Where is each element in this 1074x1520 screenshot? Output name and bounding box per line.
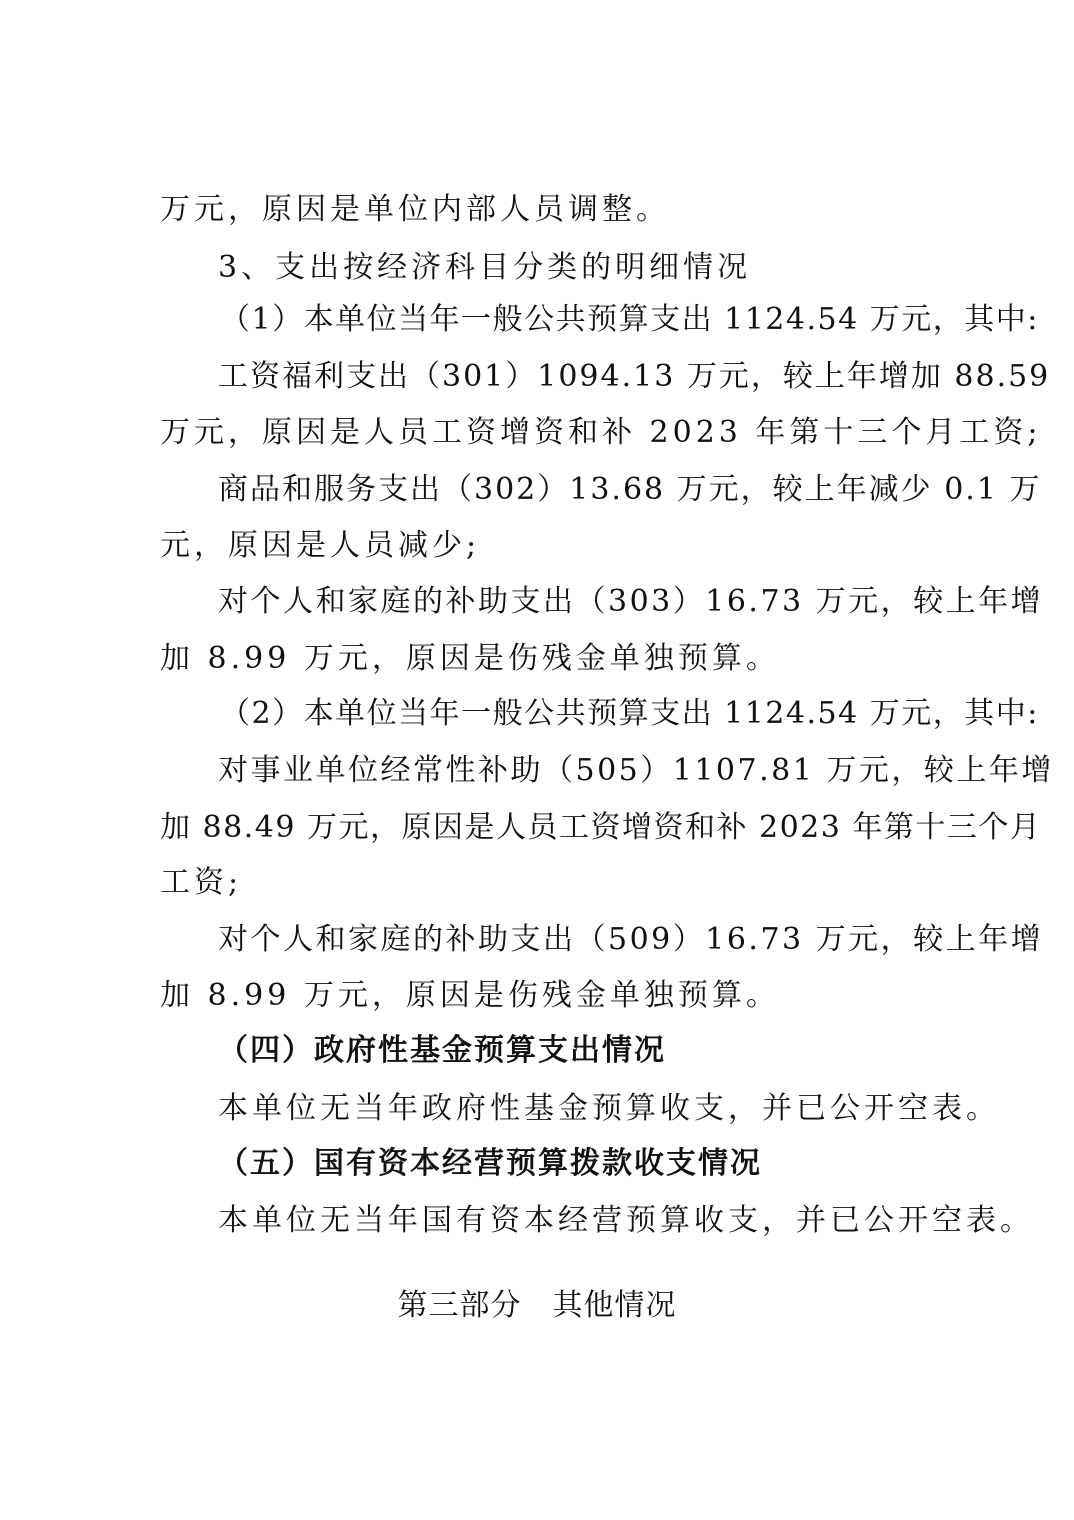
paragraph-line: 商品和服务支出（302）13.68 万元，较上年减少 0.1 万 [218, 472, 1042, 507]
paragraph-line: 加 88.49 万元，原因是人员工资增资和补 2023 年第十三个月 [160, 810, 1042, 845]
paragraph-line: 元，原因是人员减少; [160, 528, 481, 563]
section-heading: （五）国有资本经营预算拨款收支情况 [218, 1146, 762, 1181]
part-title: 第三部分 其他情况 [397, 1288, 677, 1323]
section-heading: （四）政府性基金预算支出情况 [218, 1033, 666, 1068]
paragraph-line: 对个人和家庭的补助支出（303）16.73 万元，较上年增 [218, 584, 1044, 619]
paragraph-line: （2）本单位当年一般公共预算支出 1124.54 万元，其中: [220, 696, 1039, 731]
paragraph-line: 对个人和家庭的补助支出（509）16.73 万元，较上年增 [218, 922, 1044, 957]
subheading-line: 3、支出按经济科目分类的明细情况 [218, 250, 752, 285]
paragraph-line: 对事业单位经常性补助（505）1107.81 万元，较上年增 [218, 753, 1054, 788]
paragraph-line: 工资福利支出（301）1094.13 万元，较上年增加 88.59 [218, 359, 1051, 394]
paragraph-line: 万元，原因是单位内部人员调整。 [160, 192, 670, 227]
paragraph-line: 工资; [160, 865, 243, 900]
paragraph-line: 加 8.99 万元，原因是伤残金单独预算。 [160, 641, 780, 676]
paragraph-line: 本单位无当年国有资本经营预算收支，并已公开空表。 [218, 1203, 1034, 1238]
paragraph-line: 加 8.99 万元，原因是伤残金单独预算。 [160, 978, 780, 1013]
paragraph-line: 本单位无当年政府性基金预算收支，并已公开空表。 [218, 1091, 1000, 1126]
paragraph-line: 万元，原因是人员工资增资和补 2023 年第十三个月工资; [160, 415, 1042, 450]
paragraph-line: （1）本单位当年一般公共预算支出 1124.54 万元，其中: [220, 302, 1039, 337]
